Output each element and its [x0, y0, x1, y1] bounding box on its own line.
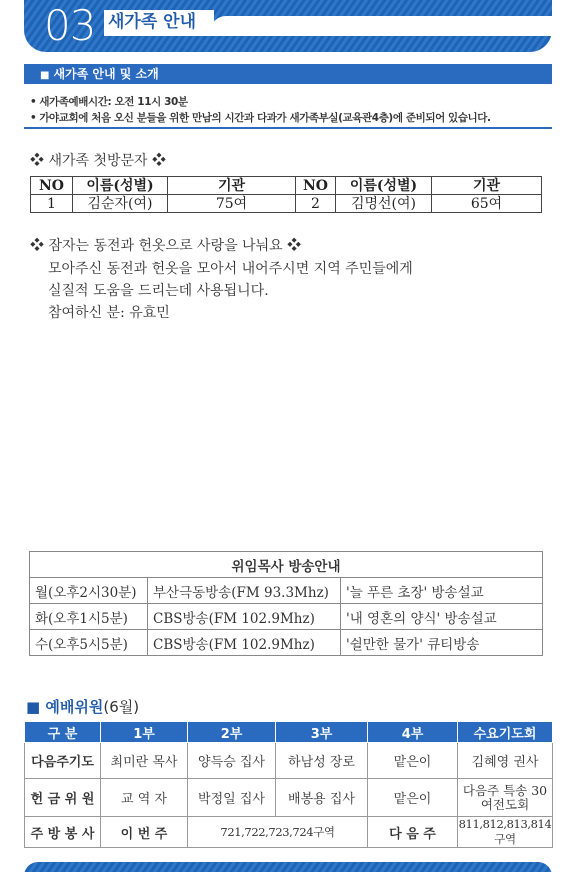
section-banner: [24, 0, 552, 52]
table-row: [31, 195, 542, 213]
broadcast-title-row: [30, 552, 543, 578]
donation-line: 실질적 도움을 드리는데 사용됩니다.: [48, 283, 269, 299]
next-week-label: 다 음 주: [368, 817, 458, 848]
section-divider: [24, 127, 552, 129]
square-bullet-icon: ■: [40, 70, 50, 81]
banner-tail: [210, 16, 552, 36]
col-header: 이름(성별): [73, 177, 168, 195]
visitors-heading: ❖ 새가족 첫방문자 ❖: [30, 153, 167, 169]
committee-month: (6월): [103, 698, 140, 716]
broadcast-title: 위임목사 방송안내: [30, 552, 543, 578]
donation-line: 모아주신 동전과 헌옷을 모아서 내어주시면 지역 주민들에게: [48, 261, 413, 277]
this-week-label: 이 번 주: [101, 817, 188, 848]
committee-cell: 배봉용 집사: [276, 779, 368, 817]
visitor-no: 1: [31, 195, 73, 213]
intro-line-text: 가야교회에 처음 오신 분들을 위한 만남의 시간과 다과가 새가족부실(교육관4층)에 준비되어 있습니다.: [39, 112, 491, 124]
col-header: 구 분: [25, 722, 101, 743]
col-header: 이름(성별): [336, 177, 432, 195]
table-row: [25, 743, 553, 779]
col-header: 1부: [101, 722, 188, 743]
next-week-zones: 811,812,813,814구역: [458, 817, 552, 846]
committee-header-row: [25, 722, 553, 743]
visitor-group: 65여: [432, 195, 542, 213]
committee-cell: 맡은이: [368, 779, 458, 817]
table-row: [25, 779, 553, 817]
committee-heading: [26, 696, 139, 717]
committee-title: 예배위원: [45, 698, 104, 716]
visitors-header-row: [31, 177, 542, 195]
broadcast-program: '내 영혼의 양식' 방송설교: [341, 604, 543, 630]
section-number: 03: [44, 1, 96, 50]
visitor-no: 2: [296, 195, 336, 213]
col-header: 수요기도회: [458, 722, 553, 743]
intro-line-welcome: [30, 110, 491, 125]
broadcast-program: '쉴만한 물가' 큐티방송: [341, 630, 543, 656]
col-header: NO: [31, 177, 73, 195]
broadcast-station: 부산극동방송(FM 93.3Mhz): [148, 578, 341, 604]
donation-participant: 참여하신 분: 유효민: [48, 305, 170, 321]
visitor-name: 김순자(여): [73, 195, 168, 213]
col-header: 기관: [168, 177, 296, 195]
square-bullet-icon: ■: [26, 698, 46, 716]
col-header: 기관: [432, 177, 542, 195]
intro-line-worship-time: [30, 94, 188, 109]
broadcast-program: '늘 푸른 초장' 방송설교: [341, 578, 543, 604]
visitor-group: 75여: [168, 195, 296, 213]
committee-cell: 하남성 장로: [276, 743, 368, 779]
broadcast-day: 화(오후1시5분): [30, 604, 148, 630]
broadcast-station: CBS방송(FM 102.9Mhz): [148, 604, 341, 630]
committee-cell: 최미란 목사: [101, 743, 188, 779]
committee-cell: 맡은이: [368, 743, 458, 779]
col-header: 4부: [368, 722, 458, 743]
broadcast-day: 수(오후5시5분): [30, 630, 148, 656]
intro-heading: 새가족 안내 및 소개: [53, 67, 159, 81]
table-row: [30, 578, 543, 604]
committee-cell: 박정일 집사: [188, 779, 276, 817]
committee-cell: 양득승 집사: [188, 743, 276, 779]
bullet-icon: •: [30, 112, 37, 124]
row-label: 헌 금 위 원: [25, 779, 101, 817]
col-header: 2부: [188, 722, 276, 743]
visitor-name: 김명선(여): [336, 195, 432, 213]
col-header: 3부: [276, 722, 368, 743]
committee-cell: 교 역 자: [101, 779, 188, 817]
visitors-table: [30, 176, 542, 213]
table-row: [30, 630, 543, 656]
committee-cell: 김혜영 권사: [458, 743, 553, 779]
bullet-icon: •: [30, 96, 37, 108]
footer-banner: [24, 862, 552, 872]
intro-line-text: 새가족예배시간: 오전 11시 30분: [39, 96, 188, 108]
table-row: [30, 604, 543, 630]
row-label: 주 방 봉 사: [25, 817, 101, 848]
row-label: 다음주기도: [25, 743, 101, 779]
broadcast-table: [29, 551, 543, 656]
broadcast-station: CBS방송(FM 102.9Mhz): [148, 630, 341, 656]
this-week-zones: 721,722,723,724구역: [188, 817, 368, 848]
intro-heading-bar: [24, 64, 552, 84]
col-header: NO: [296, 177, 336, 195]
committee-cell: 다음주 특송 30여전도회: [458, 779, 553, 817]
page-title: 새가족 안내: [108, 12, 197, 32]
broadcast-day: 월(오후2시30분): [30, 578, 148, 604]
committee-table: [24, 721, 553, 848]
donation-heading: ❖ 잠자는 동전과 헌옷으로 사랑을 나눠요 ❖: [30, 238, 302, 254]
table-row: [25, 817, 553, 848]
